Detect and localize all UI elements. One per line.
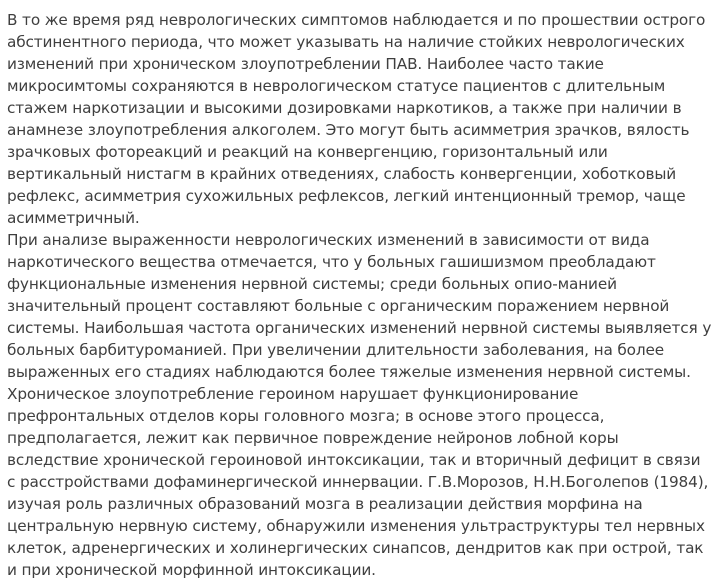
paragraph-3: Хроническое злоупотребление героином нарушает функционирование префронтальных отделов коры головного мозга; в основе этого процесса, предполагается, лежит как первичное повреждение нейронов лобной коры вследствие хронической героиновой интоксикации, так и вторичный дефицит в связи с расстройствами дофаминергической иннервации. Г.В.Морозов, Н.Н.Боголепов (1984), изучая роль различных образований мозга в реализации действия морфина на центральную нервную систему, обнаружили изменения ультраструктуры тел нервных клеток, адренергических и холинергических синапсов, дендритов как при острой, так и при хронической морфинной интоксикации. [7,385,709,579]
paragraph-2: При анализе выраженности неврологических изменений в зависимости от вида наркотического вещества отмечается, что у больных гашишизмом преобладают функциональные изменения нервной системы; среди больных опио-манией значительный процент составляют больные с органическим поражением нервной системы. Наибольшая частота органических изменений нервной системы выявляется у больных барбитуроманией. При увеличении длительности заболевания, на более выраженных его стадиях наблюдаются более тяжелые изменения нервной системы. [7,231,712,381]
body-text [7,9,713,581]
paragraph-1: В то же время ряд неврологических симптомов наблюдается и по прошествии острого абстинентного периода, что может указывать на наличие стойких неврологических изменений при хроническом злоупотреблении ПАВ. Наиболее часто такие микросимтомы сохраняются в неврологическом статусе пациентов с длительным стажем наркотизации и высокими дозировками наркотиков, а также при наличии в анамнезе злоупотребления алкоголем. Это могут быть асимметрия зрачков, вялость зрачковых фотореакций и реакций на конвергенцию, горизонтальный или вертикальный нистагм в крайних отведениях, слабость конвергенции, хоботковый рефлекс, асимметрия сухожильных рефлексов, легкий интенционный тремор, чаще асимметричный. [7,11,706,227]
